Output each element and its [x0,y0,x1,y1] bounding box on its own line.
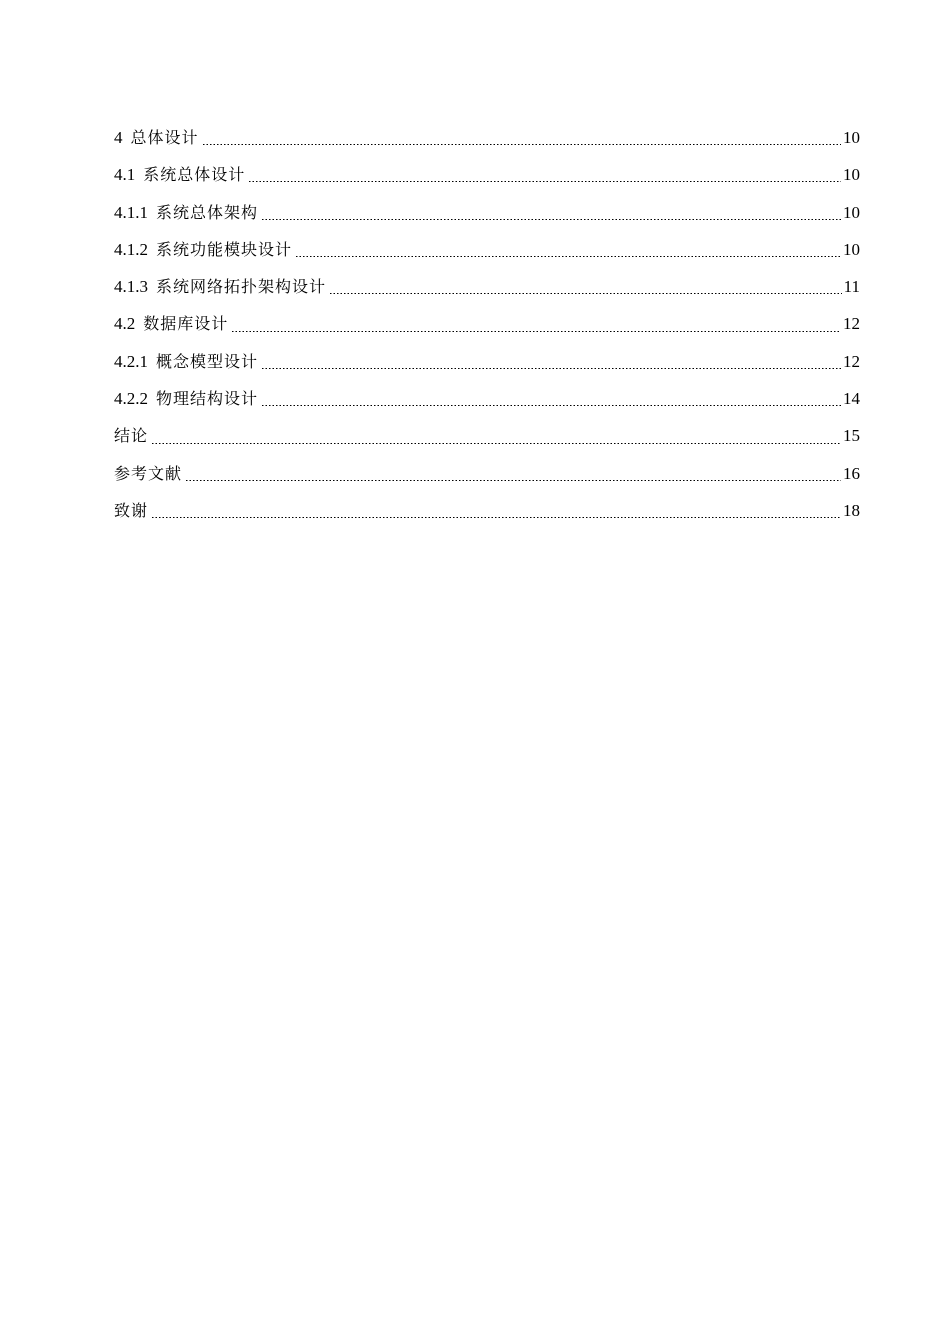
toc-dot-leader [231,331,841,332]
toc-entry-page: 10 [843,239,860,259]
toc-entry[interactable] [114,231,860,268]
toc-entry-number: 4 [114,128,123,147]
toc-entry[interactable] [114,455,860,492]
toc-dot-leader [261,219,841,220]
toc-entry[interactable] [114,380,860,417]
toc-entry-page: 18 [843,500,860,520]
toc-entry[interactable] [114,156,860,193]
toc-entry-page: 10 [843,202,860,222]
toc-entry[interactable] [114,119,860,156]
toc-entry[interactable] [114,492,860,529]
toc-dot-leader [248,181,841,182]
toc-entry-title: 致谢 [114,500,149,520]
toc-entry-title: 结论 [114,426,149,446]
toc-dot-leader [261,405,841,406]
toc-dot-leader [295,256,841,257]
toc-entry-number: 4.1 [114,165,136,185]
toc-entry-number: 4.2.2 [114,389,148,409]
toc-entry-title: 概念模型设计 [156,351,259,371]
toc-entry-title: 系统总体设计 [143,165,246,185]
toc-entry-title: 系统功能模块设计 [156,239,293,259]
toc-entry-number: 4.1.2 [114,239,148,259]
toc-entry[interactable] [114,417,860,454]
toc-entry-title: 物理结构设计 [156,389,259,409]
toc-entry-page: 16 [843,463,860,483]
toc-entry-title: 总体设计 [130,128,199,147]
toc-dot-leader [202,144,841,145]
toc-entry-title: 参考文献 [114,463,183,483]
toc-entry-number: 4.1.3 [114,277,148,297]
toc-entry-number: 4.1.1 [114,202,148,222]
toc-entry-page: 12 [843,351,860,371]
toc-entry-title: 系统网络拓扑架构设计 [156,277,327,297]
toc-entry-title: 数据库设计 [143,314,229,334]
table-of-contents [114,119,860,529]
toc-dot-leader [185,480,841,481]
toc-entry-title: 系统总体架构 [156,202,259,222]
toc-entry-number: 4.2.1 [114,351,148,371]
toc-entry[interactable] [114,268,860,305]
toc-dot-leader [151,443,841,444]
toc-entry-page: 10 [843,128,860,147]
toc-entry-number: 4.2 [114,314,136,334]
toc-entry[interactable] [114,305,860,342]
toc-dot-leader [261,368,841,369]
toc-entry[interactable] [114,194,860,231]
toc-dot-leader [329,293,842,294]
toc-dot-leader [151,517,841,518]
toc-entry-page: 14 [843,389,860,409]
toc-entry-page: 10 [843,165,860,185]
toc-entry[interactable] [114,343,860,380]
toc-entry-page: 11 [843,277,860,297]
toc-entry-page: 15 [843,426,860,446]
toc-entry-page: 12 [843,314,860,334]
